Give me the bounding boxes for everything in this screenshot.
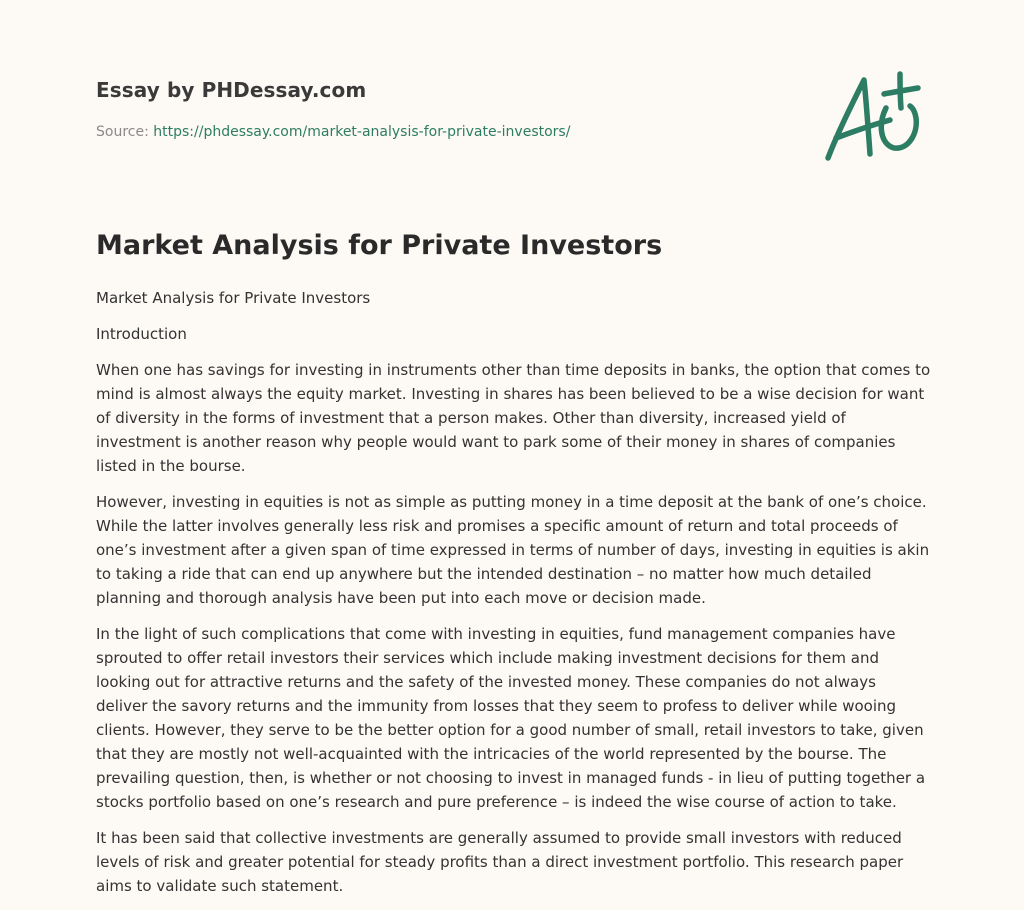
source-label: Source: bbox=[96, 124, 154, 140]
source-link[interactable]: https://phdessay.com/market-analysis-for-private-investors/ bbox=[153, 124, 571, 140]
article-body bbox=[96, 228, 932, 910]
paragraph: In the light of such complications that come with investing in equities, fund management companies have sprouted to offer retail investors their services which include making investment decisions for them and looking out for attractive returns and the safety of the invested money. These companies do not always deliver the savory returns and the immunity from losses that they seem to profess to deliver while wooing clients. However, they serve to be the better option for a good number of small, retail investors to take, given that they are mostly not well-acquainted with the intricacies of the world represented by the bourse. The prevailing question, then, is whether or not choosing to invest in managed funds - in lieu of putting together a stocks portfolio based on one’s research and pure preference – is indeed the wise course of action to take. bbox=[96, 625, 926, 811]
article-title: Market Analysis for Private Investors bbox=[96, 230, 663, 261]
a-plus-logo-icon bbox=[820, 68, 930, 164]
paragraph: It has been said that collective investments are generally assumed to provide small investors with reduced levels of risk and greater potential for steady profits than a direct investment portfolio. This research paper aims to validate such statement. bbox=[96, 829, 904, 895]
brand-title: Essay by PHDessay.com bbox=[96, 78, 367, 102]
essay-header bbox=[96, 0, 928, 190]
source-line bbox=[96, 124, 570, 140]
paragraph: When one has savings for investing in instruments other than time deposits in banks, the option that comes to mind is almost always the equity market. Investing in shares has been believed to be a wise decision for want of diversity in the forms of investment that a person makes. Other than diversity, increased yield of investment is another reason why people would want to park some of their money in shares of companies listed in the bourse. bbox=[96, 361, 931, 475]
article-subtitle: Market Analysis for Private Investors bbox=[96, 289, 371, 307]
paragraph: However, investing in equities is not as simple as putting money in a time deposit at the bank of one’s choice. While the latter involves generally less risk and promises a specific amount of return and total proceeds of one’s investment after a given span of time expressed in terms of number of days, investing in equities is akin to taking a ride that can end up anywhere but the intended destination – no matter how much detailed planning and thorough analysis have been put into each move or decision made. bbox=[96, 493, 930, 607]
section-heading: Introduction bbox=[96, 325, 187, 343]
